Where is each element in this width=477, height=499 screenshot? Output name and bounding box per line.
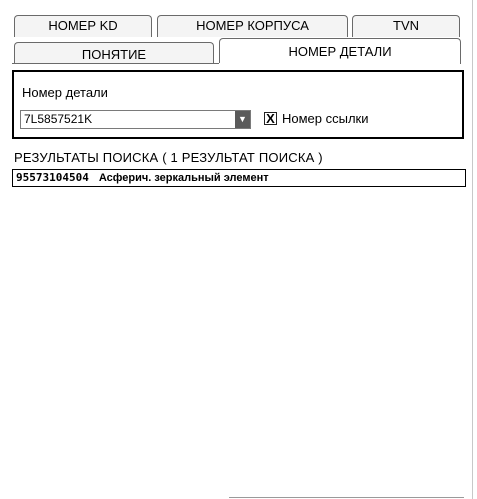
tab-part-number[interactable]: НОМЕР ДЕТАЛИ xyxy=(219,38,461,64)
tab-kd-number[interactable]: НОМЕР KD xyxy=(14,15,152,37)
list-item[interactable] xyxy=(16,170,269,186)
active-tab-gap xyxy=(219,63,460,64)
tab-body-number[interactable]: НОМЕР КОРПУСА xyxy=(157,15,348,37)
bottom-divider xyxy=(229,497,464,498)
part-number-label: Номер детали xyxy=(22,85,108,100)
result-description: Асферич. зеркальный элемент xyxy=(98,172,269,184)
tab-tvn[interactable]: TVN xyxy=(352,15,460,37)
reference-number-checkbox[interactable]: X xyxy=(264,112,277,125)
search-panel xyxy=(12,70,464,139)
search-results-list[interactable] xyxy=(12,169,466,187)
reference-number-label[interactable]: Номер ссылки xyxy=(282,111,369,126)
part-number-combobox[interactable] xyxy=(20,110,251,129)
search-results-heading: РЕЗУЛЬТАТЫ ПОИСКА ( 1 РЕЗУЛЬТАТ ПОИСКА ) xyxy=(14,150,323,165)
dropdown-arrow-icon[interactable]: ▼ xyxy=(235,111,250,128)
tab-concept[interactable]: ПОНЯТИЕ xyxy=(14,42,214,64)
result-part-code: 95573104504 xyxy=(16,171,89,184)
part-number-value: 7L5857521K xyxy=(24,112,93,126)
window-edge xyxy=(472,0,473,499)
